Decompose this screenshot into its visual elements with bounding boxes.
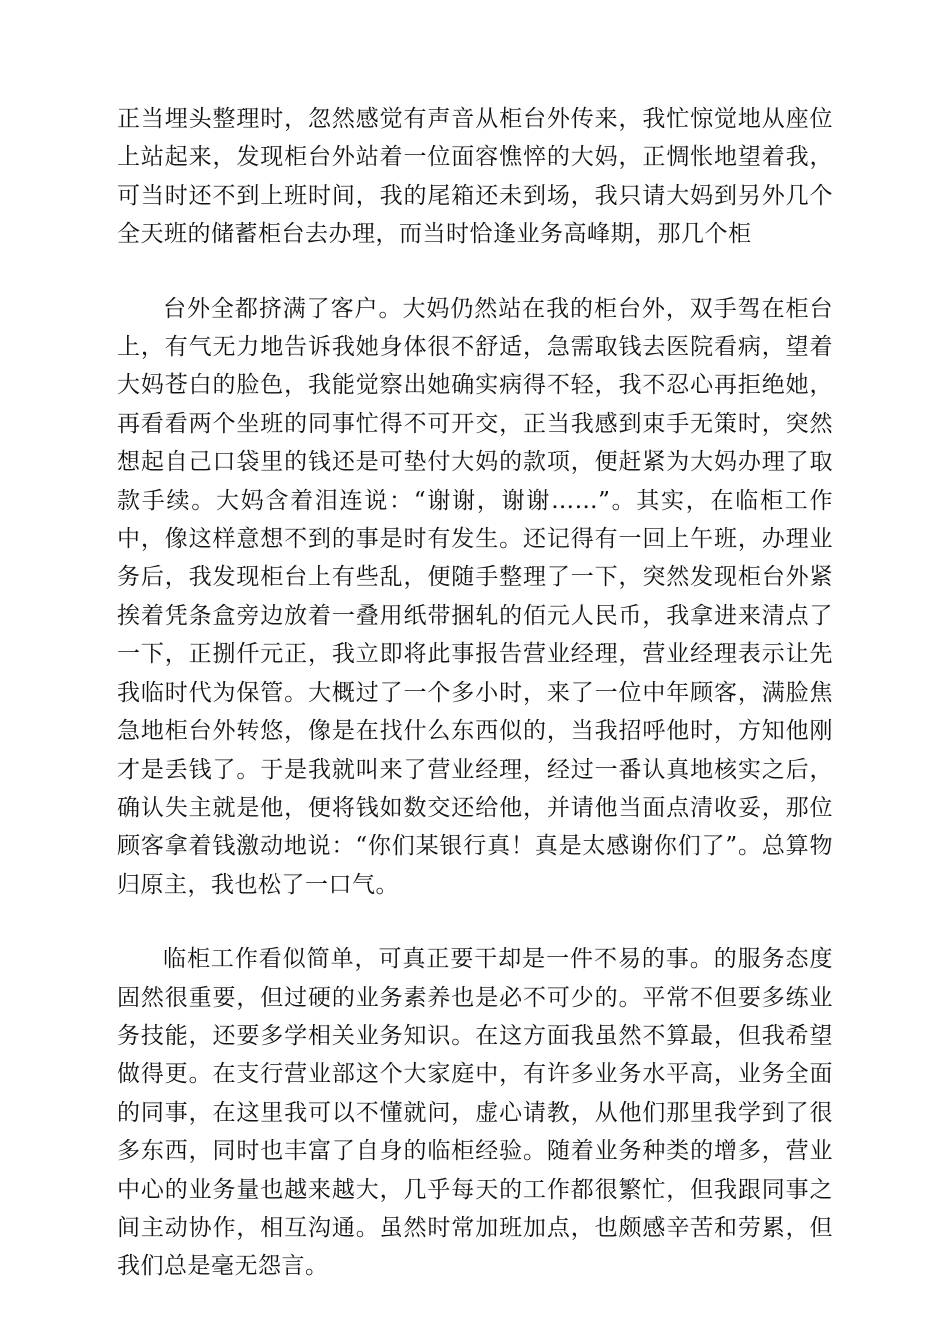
paragraph-2: 台外全都挤满了客户。大妈仍然站在我的柜台外，双手驾在柜台上，有气无力地告诉我她身体很不舒适，急需取钱去医院看病，望着大妈苍白的脸色，我能觉察出她确实病得不轻，我不忍心再拒绝她，再看看两个坐班的同事忙得不可开交，正当我感到束手无策时，突然想起自己口袋里的钱还是可垫付大妈的款项，便赶紧为大妈办理了取款手续。大妈含着泪连说：“谢谢，谢谢……”。其实，在临柜工作中，像这样意想不到的事是时有发生。还记得有一回上午班，办理业务后，我发现柜台上有些乱，便随手整理了一下，突然发现柜台外紧挨着凭条盒旁边放着一叠用纸带捆轧的佰元人民币，我拿进来清点了一下，正捌仟元正，我立即将此事报告营业经理，营业经理表示让先我临时代为保管。大概过了一个多小时，来了一位中年顾客，满脸焦急地柜台外转悠，像是在找什么东西似的，当我招呼他时，方知他刚才是丢钱了。于是我就叫来了营业经理，经过一番认真地核实之后，确认失主就是他，便将钱如数交还给他，并请他当面点清收妥，那位顾客拿着钱激动地说：“你们某银行真！真是太感谢你们了”。总算物归原主，我也松了一口气。 — [117, 295, 833, 898]
paragraph-1: 正当埋头整理时，忽然感觉有声音从柜台外传来，我忙惊觉地从座位上站起来，发现柜台外站着一位面容憔悴的大妈，正惆怅地望着我，可当时还不到上班时间，我的尾箱还未到场，我只请大妈到另外几个全天班的储蓄柜台去办理，而当时恰逢业务高峰期，那几个柜 — [117, 106, 833, 248]
paragraph-3: 临柜工作看似简单，可真正要干却是一件不易的事。的服务态度固然很重要，但过硬的业务素养也是必不可少的。平常不但要多练业务技能，还要多学相关业务知识。在这方面我虽然不算最，但我希望做得更。在支行营业部这个大家庭中，有许多业务水平高，业务全面的同事，在这里我可以不懂就问，虚心请教，从他们那里我学到了很多东西，同时也丰富了自身的临柜经验。随着业务种类的增多，营业中心的业务量也越来越大，几乎每天的工作都很繁忙，但我跟同事之间主动协作，相互沟通。虽然时常加班加点，也颇感辛苦和劳累，但我们总是毫无怨言。 — [117, 946, 833, 1280]
document-body — [117, 100, 833, 1286]
